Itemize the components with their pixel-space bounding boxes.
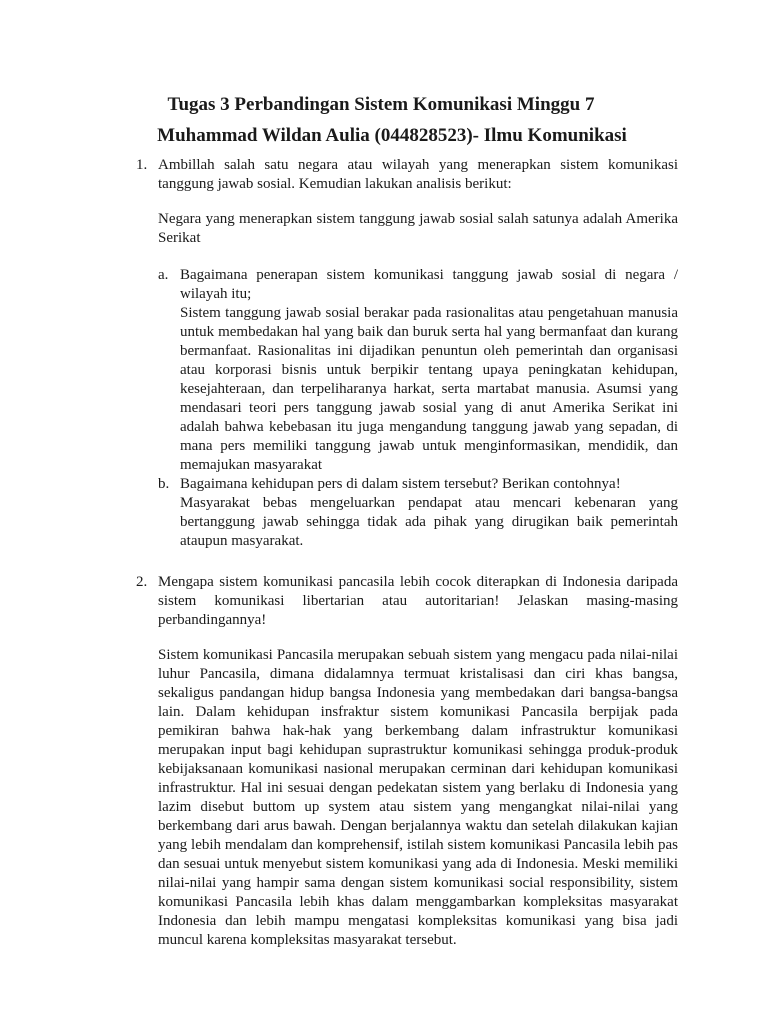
sub-question-letter: a. [158,267,169,283]
sub-question-list [158,266,678,551]
question-list [0,156,768,950]
author-line: Muhammad Wildan Aulia (044828523)- Ilmu Komunikasi [157,125,627,146]
sub-question-answer: Sistem tanggung jawab sosial berakar pada rasionalitas atau pengetahuan manusia untuk membedakan hal yang baik dan buruk serta hal yang bermanfaat dan kurang bermanfaat. Rasionalitas ini dijadikan penuntun oleh pemerintah dan organisasi atau korporasi bisnis untuk berpikir tentang upaya peningkatan kehidupan, kesejahteraan, dan terpeliharanya harkat, serta martabat manusia. Asumsi yang mendasari teori pers tanggung jawab sosial yang di anut Amerika Serikat ini adalah bahwa kebebasan itu juga mengandung tanggung jawab yang sepadan, di mana pers memiliki tanggung jawab untuk menginformasikan, mendidik, dan memajukan masyarakat [180,305,678,473]
question-prompt: Mengapa sistem komunikasi pancasila lebih cocok diterapkan di Indonesia daripada sistem komunikasi libertarian atau autoritarian! Jelaskan masing-masing perbandingannya! [158,574,678,628]
question-number: 2. [136,574,148,590]
question-answer: Negara yang menerapkan sistem tanggung jawab sosial salah satunya adalah Amerika Serikat [158,211,678,246]
question-answer: Sistem komunikasi Pancasila merupakan sebuah sistem yang mengacu pada nilai-nilai luhur Pancasila, dimana didalamnya termuat kristalisasi dan ciri khas bangsa, sekaligus pandangan hidup bangsa Indonesia yang membedakan dari bangsa-bangsa lain. Dalam kehidupan insfraktur sistem komunikasi Pancasila berpijak pada pemikiran bahwa hak-hak yang berkembang dalam infrastruktur komunikasi merupakan input bagi kehidupan suprastruktur komunikasi sehingga produk-produk kebijaksanaan komunikasi nasional merupakan cerminan dari kehidupan komunikasi infrastruktur. Hal ini sesuai dengan pedekatan sistem yang berlaku di Indonesia yang lazim disebut buttom up system atau sistem yang mengangkat nilai-nilai yang berkembang dari arus bawah. Dengan berjalannya waktu dan setelah dilakukan kajian yang lebih mendalam dan komprehensif, istilah sistem komunikasi Pancasila lebih pas dan sesuai untuk menyebut sistem komunikasi yang ada di Indonesia. Meski memiliki nilai-nilai yang hampir sama dengan sistem komunikasi social responsibility, sistem komunikasi Pancasila lebih khas dalam menggambarkan kompleksitas masyarakat Indonesia dan lebih mampu mengatasi kompleksitas komunikasi yang bisa jadi muncul karena kompleksitas masyarakat tersebut. [158,647,678,948]
sub-question-body [180,475,678,551]
question-1 [0,156,768,573]
question-prompt: Ambillah salah satu negara atau wilayah yang menerapkan sistem komunikasi tanggung jawab sosial. Kemudian lakukan analisis berikut: [158,157,678,192]
question-body [158,156,678,573]
sub-question-body [180,266,678,475]
sub-question-answer: Masyarakat bebas mengeluarkan pendapat atau mencari kebenaran yang bertanggung jawab sehingga tidak ada pihak yang dirugikan baik pemerintah ataupun masyarakat. [180,495,678,549]
sub-question-text: Bagaimana penerapan sistem komunikasi tanggung jawab sosial di negara / wilayah itu; [180,267,678,302]
sub-question-a [158,266,678,475]
sub-question-letter: b. [158,476,170,492]
document-title: Tugas 3 Perbandingan Sistem Komunikasi Minggu 7 [167,94,595,115]
question-number: 1. [136,157,148,173]
question-2 [0,573,768,950]
sub-question-text: Bagaimana kehidupan pers di dalam sistem tersebut? Berikan contohnya! [180,476,621,492]
sub-question-b [158,475,678,551]
question-body [158,573,678,950]
